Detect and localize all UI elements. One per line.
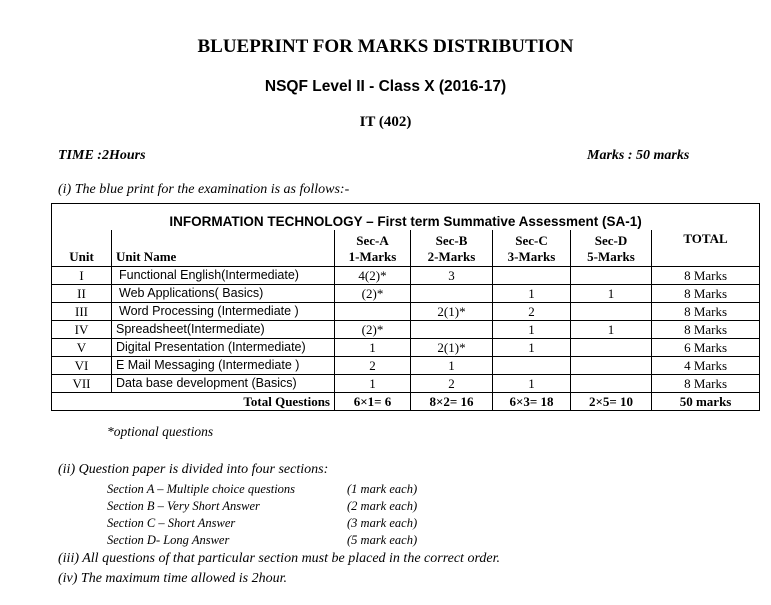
section-b-label: Section B – Very Short Answer (107, 499, 260, 513)
cell-unit-name: Web Applications( Basics) (112, 285, 335, 303)
table-header-row (52, 230, 760, 267)
totals-sec-b: 8×2= 16 (411, 393, 493, 411)
section-d-label: Section D- Long Answer (107, 533, 230, 547)
header-sec-a (335, 230, 411, 267)
cell-sec-b: 1 (411, 357, 493, 375)
intro-text: (i) The blue print for the examination is as follows:- (58, 182, 350, 197)
header-sec-a-marks: 1-Marks (348, 249, 397, 264)
cell-sec-d (571, 303, 652, 321)
cell-unit-name: E Mail Messaging (Intermediate ) (112, 357, 335, 375)
table-row (52, 339, 760, 357)
section-a-label: Section A – Multiple choice questions (107, 482, 296, 496)
header-sec-d-label: Sec-D (594, 233, 628, 248)
cell-sec-b: 2(1)* (411, 303, 493, 321)
cell-unit-name: Word Processing (Intermediate ) (112, 303, 335, 321)
cell-total: 6 Marks (652, 339, 760, 357)
cell-sec-b: 2(1)* (411, 339, 493, 357)
cell-sec-b: 3 (411, 267, 493, 285)
header-sec-b (411, 230, 493, 267)
cell-unit: V (52, 339, 112, 357)
table-caption-row (52, 204, 760, 231)
cell-sec-a (335, 303, 411, 321)
table-row (52, 285, 760, 303)
header-sec-d (571, 230, 652, 267)
sections-intro: (ii) Question paper is divided into four sections: (58, 462, 329, 477)
header-sec-c-marks: 3-Marks (507, 249, 556, 264)
subject-code: IT (402) (359, 114, 412, 130)
cell-total: 8 Marks (652, 285, 760, 303)
optional-note: *optional questions (107, 424, 214, 439)
cell-unit: II (52, 285, 112, 303)
cell-total: 8 Marks (652, 375, 760, 393)
header-sec-d-marks: 5-Marks (587, 249, 635, 264)
totals-sec-c: 6×3= 18 (493, 393, 571, 411)
order-note: (iii) All questions of that particular section must be placed in the correct order. (58, 551, 500, 566)
totals-total: 50 marks (652, 393, 760, 411)
cell-total: 8 Marks (652, 321, 760, 339)
header-unit: Unit (52, 230, 112, 267)
table-row (52, 375, 760, 393)
cell-total: 8 Marks (652, 303, 760, 321)
cell-unit-name: Functional English(Intermediate) (112, 267, 335, 285)
section-b-marks: (2 mark each) (347, 499, 418, 513)
table-row (52, 303, 760, 321)
totals-sec-d: 2×5= 10 (571, 393, 652, 411)
section-d-marks: (5 mark each) (347, 533, 418, 547)
cell-unit: III (52, 303, 112, 321)
header-unit-name: Unit Name (112, 230, 335, 267)
table-row (52, 321, 760, 339)
header-sec-b-marks: 2-Marks (427, 249, 476, 264)
cell-sec-a: 4(2)* (335, 267, 411, 285)
cell-sec-d: 1 (571, 285, 652, 303)
cell-sec-c (493, 357, 571, 375)
time-allowed: TIME :2Hours (58, 148, 146, 163)
cell-sec-d (571, 375, 652, 393)
document-subtitle: NSQF Level II - Class X (2016-17) (264, 78, 507, 95)
totals-row (52, 393, 760, 411)
cell-unit: IV (52, 321, 112, 339)
cell-sec-a: (2)* (335, 285, 411, 303)
cell-sec-d: 1 (571, 321, 652, 339)
header-sec-b-label: Sec-B (435, 233, 468, 248)
cell-unit: VII (52, 375, 112, 393)
cell-sec-c: 1 (493, 285, 571, 303)
cell-unit: I (52, 267, 112, 285)
header-sec-c-label: Sec-C (515, 233, 548, 248)
cell-sec-d (571, 357, 652, 375)
table-row (52, 267, 760, 285)
cell-sec-c (493, 267, 571, 285)
cell-total: 4 Marks (652, 357, 760, 375)
table-caption: INFORMATION TECHNOLOGY – First term Summative Assessment (SA-1) (52, 204, 760, 231)
cell-total: 8 Marks (652, 267, 760, 285)
cell-sec-c: 1 (493, 375, 571, 393)
cell-sec-d (571, 267, 652, 285)
blueprint-table (51, 203, 760, 411)
section-a-marks: (1 mark each) (347, 482, 418, 496)
section-c-marks: (3 mark each) (347, 516, 418, 530)
header-sec-a-label: Sec-A (356, 233, 389, 248)
cell-sec-c: 2 (493, 303, 571, 321)
section-c-label: Section C – Short Answer (107, 516, 236, 530)
cell-unit-name: Data base development (Basics) (112, 375, 335, 393)
cell-sec-d (571, 339, 652, 357)
cell-sec-c: 1 (493, 339, 571, 357)
totals-sec-a: 6×1= 6 (335, 393, 411, 411)
maximum-marks: Marks : 50 marks (587, 148, 690, 163)
header-sec-c (493, 230, 571, 267)
cell-unit: VI (52, 357, 112, 375)
time-note: (iv) The maximum time allowed is 2hour. (58, 571, 288, 586)
cell-sec-b (411, 321, 493, 339)
cell-sec-b: 2 (411, 375, 493, 393)
cell-sec-a: 1 (335, 339, 411, 357)
cell-sec-b (411, 285, 493, 303)
cell-sec-a: 2 (335, 357, 411, 375)
document-title: BLUEPRINT FOR MARKS DISTRIBUTION (197, 36, 574, 57)
table-row (52, 357, 760, 375)
cell-sec-a: (2)* (335, 321, 411, 339)
cell-unit-name: Spreadsheet(Intermediate) (112, 321, 335, 339)
header-total: TOTAL (652, 230, 760, 267)
cell-sec-a: 1 (335, 375, 411, 393)
cell-sec-c: 1 (493, 321, 571, 339)
totals-label: Total Questions (52, 393, 335, 411)
cell-unit-name: Digital Presentation (Intermediate) (112, 339, 335, 357)
